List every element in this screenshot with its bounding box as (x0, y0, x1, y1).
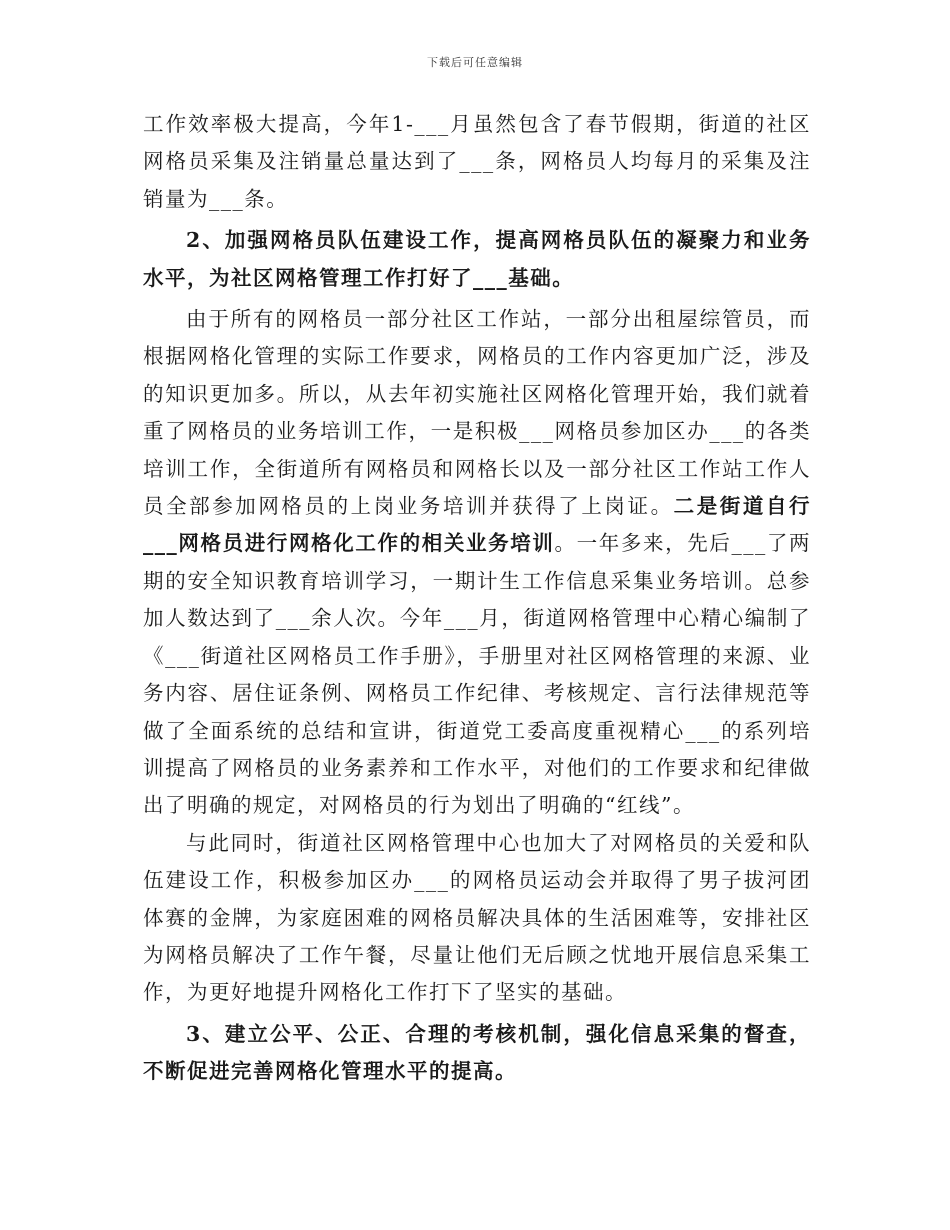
heading-team-building: 2、加强网格员队伍建设工作，提高网格员队伍的凝聚力和业务水平，为社区网格管理工作打好了___基础。 (143, 228, 811, 290)
heading-assessment: 3、建立公平、公正、合理的考核机制，强化信息采集的督查，不断促进完善网格化管理水平的提高。 (143, 1021, 811, 1084)
paragraph-training (143, 301, 811, 825)
paragraph-efficiency: 工作效率极大提高，今年1-___月虽然包含了春节假期，街道的社区网格员采集及注销量总量达到了___条，网格员人均每月的采集及注销量为___条。 (143, 112, 811, 211)
training-bold-text: 二是街道自行___网格员进行网格化工作的相关业务培训 (143, 494, 812, 556)
training-text-part1: 由于所有的网格员一部分社区工作站，一部分出租屋综管员，而根据网格化管理的实际工作要求，网格员的工作内容更加广泛，涉及的知识更加多。所以，从去年初实施社区网格化管理开始，我们就着重了网格员的业务培训工作，一是积极___网格员参加区办___的各类培训工作，全街道所有网格员和网格长以及一部分社区工作站工作人员全部参加网格员的上岗业务培训并获得了上岗证。 (143, 307, 811, 519)
page-header: 下载后可任意编辑 (427, 56, 523, 69)
paragraph-care: 与此同时，街道社区网格管理中心也加大了对网格员的关爱和队伍建设工作，积极参加区办___的网格员运动会并取得了男子拔河团体赛的金牌，为家庭困难的网格员解决具体的生活困难等，安排社区为网格员解决了工作午餐，尽量让他们无后顾之忧地开展信息采集工作，为更好地提升网格化工作打下了坚实的基础。 (143, 830, 811, 1005)
document-body (143, 106, 811, 1095)
training-text-part2: 。一年多来，先后___了两期的安全知识教育培训学习，一期计生工作信息采集业务培训。总参加人数达到了___余人次。今年___月，街道网格管理中心精心编制了《___街道社区网格员工作手册》，手册里对社区网格管理的来源、业务内容、居住证条例、网格员工作纪律、考核规定、言行法律规范等做了全面系统的总结和宣讲，街道党工委高度重视精心___的系列培训提高了网格员的业务素养和工作水平，对他们的工作要求和纪律做出了明确的规定，对网格员的行为划出了明确的“红线”。 (143, 531, 811, 818)
